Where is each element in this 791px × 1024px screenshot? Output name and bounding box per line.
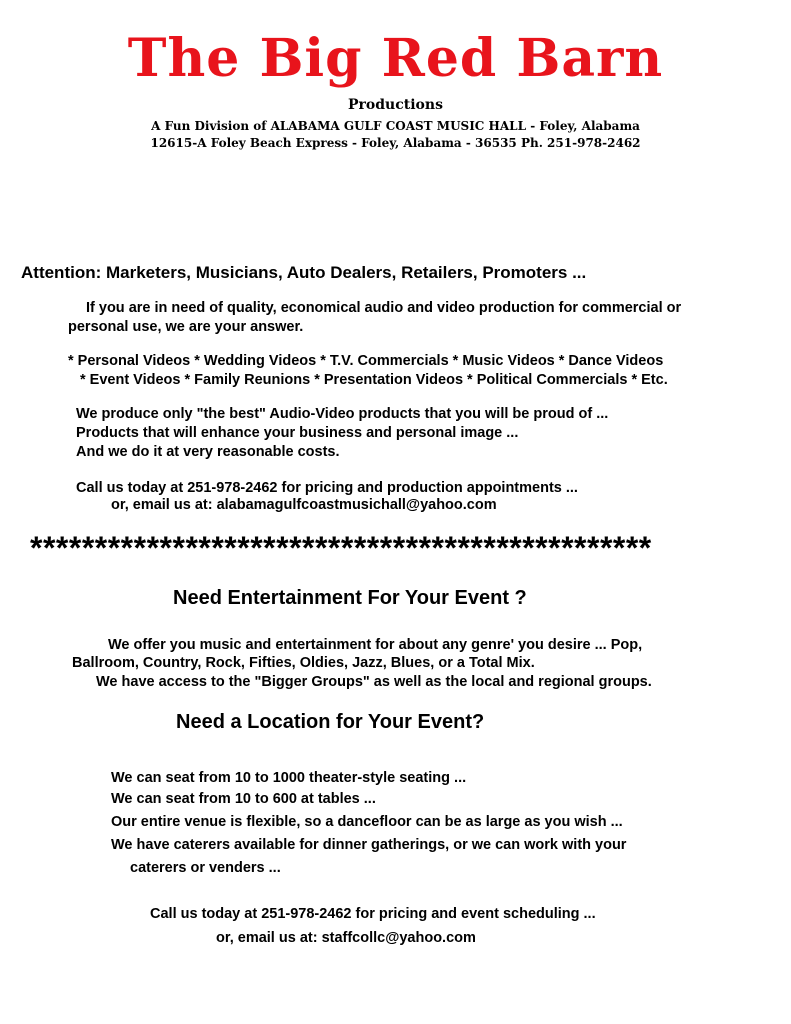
entertainment-text: Ballroom, Country, Rock, Fifties, Oldies, Jazz, Blues, or a Total Mix.	[72, 655, 535, 671]
location-text: We can seat from 10 to 1000 theater-style seating ...	[111, 770, 467, 786]
entertainment-text: We have access to the "Bigger Groups" as well as the local and regional groups.	[96, 674, 652, 690]
location-text: We have caterers available for dinner gatherings, or we can work with your	[111, 837, 627, 853]
location-text: caterers or venders ...	[130, 860, 281, 876]
quality-text: And we do it at very reasonable costs.	[76, 444, 340, 460]
intro-text: If you are in need of quality, economical audio and video production for commercial or	[86, 300, 682, 316]
production-email-text: or, email us at: alabamagulfcoastmusichall@yahoo.com	[111, 497, 497, 513]
subtitle: Productions	[348, 97, 443, 113]
location-heading: Need a Location for Your Event?	[176, 711, 485, 733]
entertainment-text: We offer you music and entertainment for about any genre' you desire ... Pop,	[108, 637, 643, 653]
attention-heading: Attention: Marketers, Musicians, Auto Dealers, Retailers, Promoters ...	[21, 263, 587, 282]
quality-text: We produce only "the best" Audio-Video products that you will be proud of ...	[76, 406, 609, 422]
entertainment-heading: Need Entertainment For Your Event ?	[173, 587, 527, 609]
event-call-text: Call us today at 251-978-2462 for pricing and event scheduling ...	[150, 906, 596, 922]
services-list: * Event Videos * Family Reunions * Presentation Videos * Political Commercials * Etc.	[80, 372, 668, 388]
location-text: Our entire venue is flexible, so a dancefloor can be as large as you wish ...	[111, 814, 623, 830]
event-email-text: or, email us at: staffcollc@yahoo.com	[216, 930, 476, 946]
division-line: A Fun Division of ALABAMA GULF COAST MUSIC HALL - Foley, Alabama	[151, 119, 640, 133]
quality-text: Products that will enhance your business and personal image ...	[76, 425, 519, 441]
page-title: The Big Red Barn	[127, 28, 664, 89]
star-divider: ************************************************	[30, 530, 652, 566]
services-list: * Personal Videos * Wedding Videos * T.V. Commercials * Music Videos * Dance Videos	[68, 353, 664, 369]
location-text: We can seat from 10 to 600 at tables ...	[111, 791, 376, 807]
address-line: 12615-A Foley Beach Express - Foley, Alabama - 36535 Ph. 251-978-2462	[150, 136, 641, 150]
intro-text: personal use, we are your answer.	[68, 319, 304, 335]
production-call-text: Call us today at 251-978-2462 for pricing and production appointments ...	[76, 480, 578, 496]
